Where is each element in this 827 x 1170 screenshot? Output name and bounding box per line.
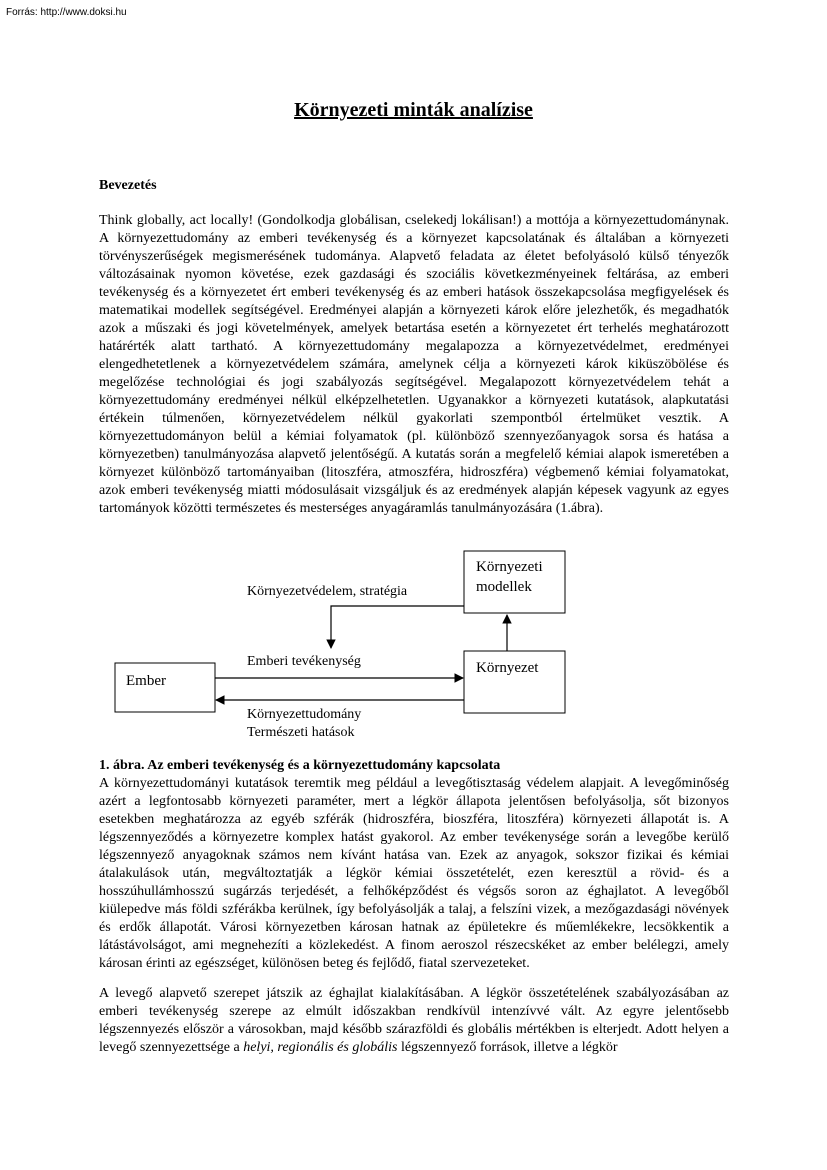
intro-paragraph-block [99,212,729,518]
figure-caption: 1. ábra. Az emberi tevékenység és a környezettudomány kapcsolata [99,758,501,773]
box-models-text-1: Környezeti [476,559,543,575]
box-environment-text: Környezet [476,660,539,676]
paragraph-3-start: A levegő alapvető szerepet játszik az éghajlat kialakításában. A légkör összetételének szabályozásában az emberi tevékenység szerepe az elmúlt időszakban rendkívül intenzívvé vált. Az egyre jelentősebb légszennyezés először a városokban, majd később szárazföldi és globális mértékben is elterjedt. Adott helyen a levegő szennyezettsége a [99,986,729,1055]
paragraph-3-italic: helyi, regionális és globális [243,1040,398,1055]
paragraph-2: A környezettudományi kutatások teremtik meg például a levegőtisztaság védelem alapjait. A levegőminőség azért a legfontosabb környezeti paraméter, mert a légkör állapota jelentősen befolyásolja, sőt bizonyos esetekben meghatározza az egyéb szférák (hidroszféra, bioszféra, litoszféra) környezeti állapotát is. A légszennyeződés a környezetre komplex hatást gyakorol. Az ember tevékenysége során a levegőbe kerülő légszennyező anyagoknak számos nem kívánt hatása van. Ezek az anyagok, sokszor fizikai és kémiai átalakulások után, megváltoztatják a légkör kémiai összetételét, ezen keresztül a rövid- és a hosszúhullámhosszú sugárzás terjedését, a felhőképződést és végsős soron az éghajlatot. A levegőből kiülepedve más földi szférákba kerülnek, így befolyásolják a talaj, a felszíni vizek, a mezőgazdasági növények és erdők állapotát. Városi környezetben károsan hatnak az épületekre és műemlékekre, lecsökkentik a látástávolságot, ami megnehezíti a közlekedést. A finom aeroszol részecskéket az ember belélegzi, amely károsan érinti az egészséget, különösen beteg és fejlődő, fiatal szervezeteket. [99,776,729,971]
section-heading: Bevezetés [99,178,157,193]
paragraph-2-block [99,775,729,973]
source-label: Forrás: http://www.doksi.hu [6,7,127,18]
paragraph-3-end: légszennyező források, illetve a légkör [400,1040,618,1055]
paragraph-3-block [99,985,729,1057]
label-science-2: Természeti hatások [247,725,355,740]
box-human-text: Ember [126,673,166,689]
page-title: Környezeti minták analízise [294,99,533,121]
relationship-diagram [0,540,827,760]
box-models-text-2: modellek [476,579,532,595]
arrow-models-to-activity [331,606,464,648]
label-strategy: Környezetvédelem, stratégia [247,584,408,599]
label-activity: Emberi tevékenység [247,654,361,669]
label-science-1: Környezettudomány [247,707,362,722]
intro-paragraph: Think globally, act locally! (Gondolkodja globálisan, cselekedj lokálisan!) a mottója a környezettudománynak. A környezettudomány az emberi tevékenység és a környezet kapcsolatának és általában a környezeti törvényszerűségek megismerésének tudománya. Alapvető feladata az életet befolyásoló külső tényezők változásainak nyomon követése, ezek gazdasági és szociális következményeinek feltárása, az emberi tevékenység és a környezetet ért emberi tevékenység és az emberi hatások összekapcsolása megfigyelések és matematikai modellek segítségével. Eredményei alapján a környezeti károk előre jelezhetők, és megadhatók azok a műszaki és jogi követelmények, amelyek betartása esetén a környezetet ért terhelés meghatározott határérték alatt tartható. A környezettudomány megalapozza a környezetvédelmet, eredményei elengedhetetlenek a környezetvédelem számára, amelynek célja a környezeti károk kiküszöbölése és megelőzése technológiai és jogi szabályozás segítségével. Megalapozott környezetvédelem tehát a környezettudomány eredményei nélkül elképzelhetetlen. Ugyanakkor a környezeti kutatások, alapkutatási értékein túlmenően, környezetvédelem nélkül gyakorlati szempontból értelmüket vesztik. A környezettudományon belül a kémiai folyamatok (pl. különböző szennyezőanyagok sorsa és hatása a környezetben) tanulmányozása alapvető jelentőségű. A kutatás során a megfelelő kémiai alapok ismeretében a környezet különböző tartományaiban (litoszféra, atmoszféra, hidroszféra) végbemenő kémiai folyamatokat, azok emberi tevékenység miatti módosulásait vizsgáljuk és az eredmények alapján képesek vagyunk az egyes tartományok közötti természetes és mesterséges anyagáramlás tanulmányozására (1.ábra). [99,213,729,516]
paragraph-3 [99,985,729,1057]
